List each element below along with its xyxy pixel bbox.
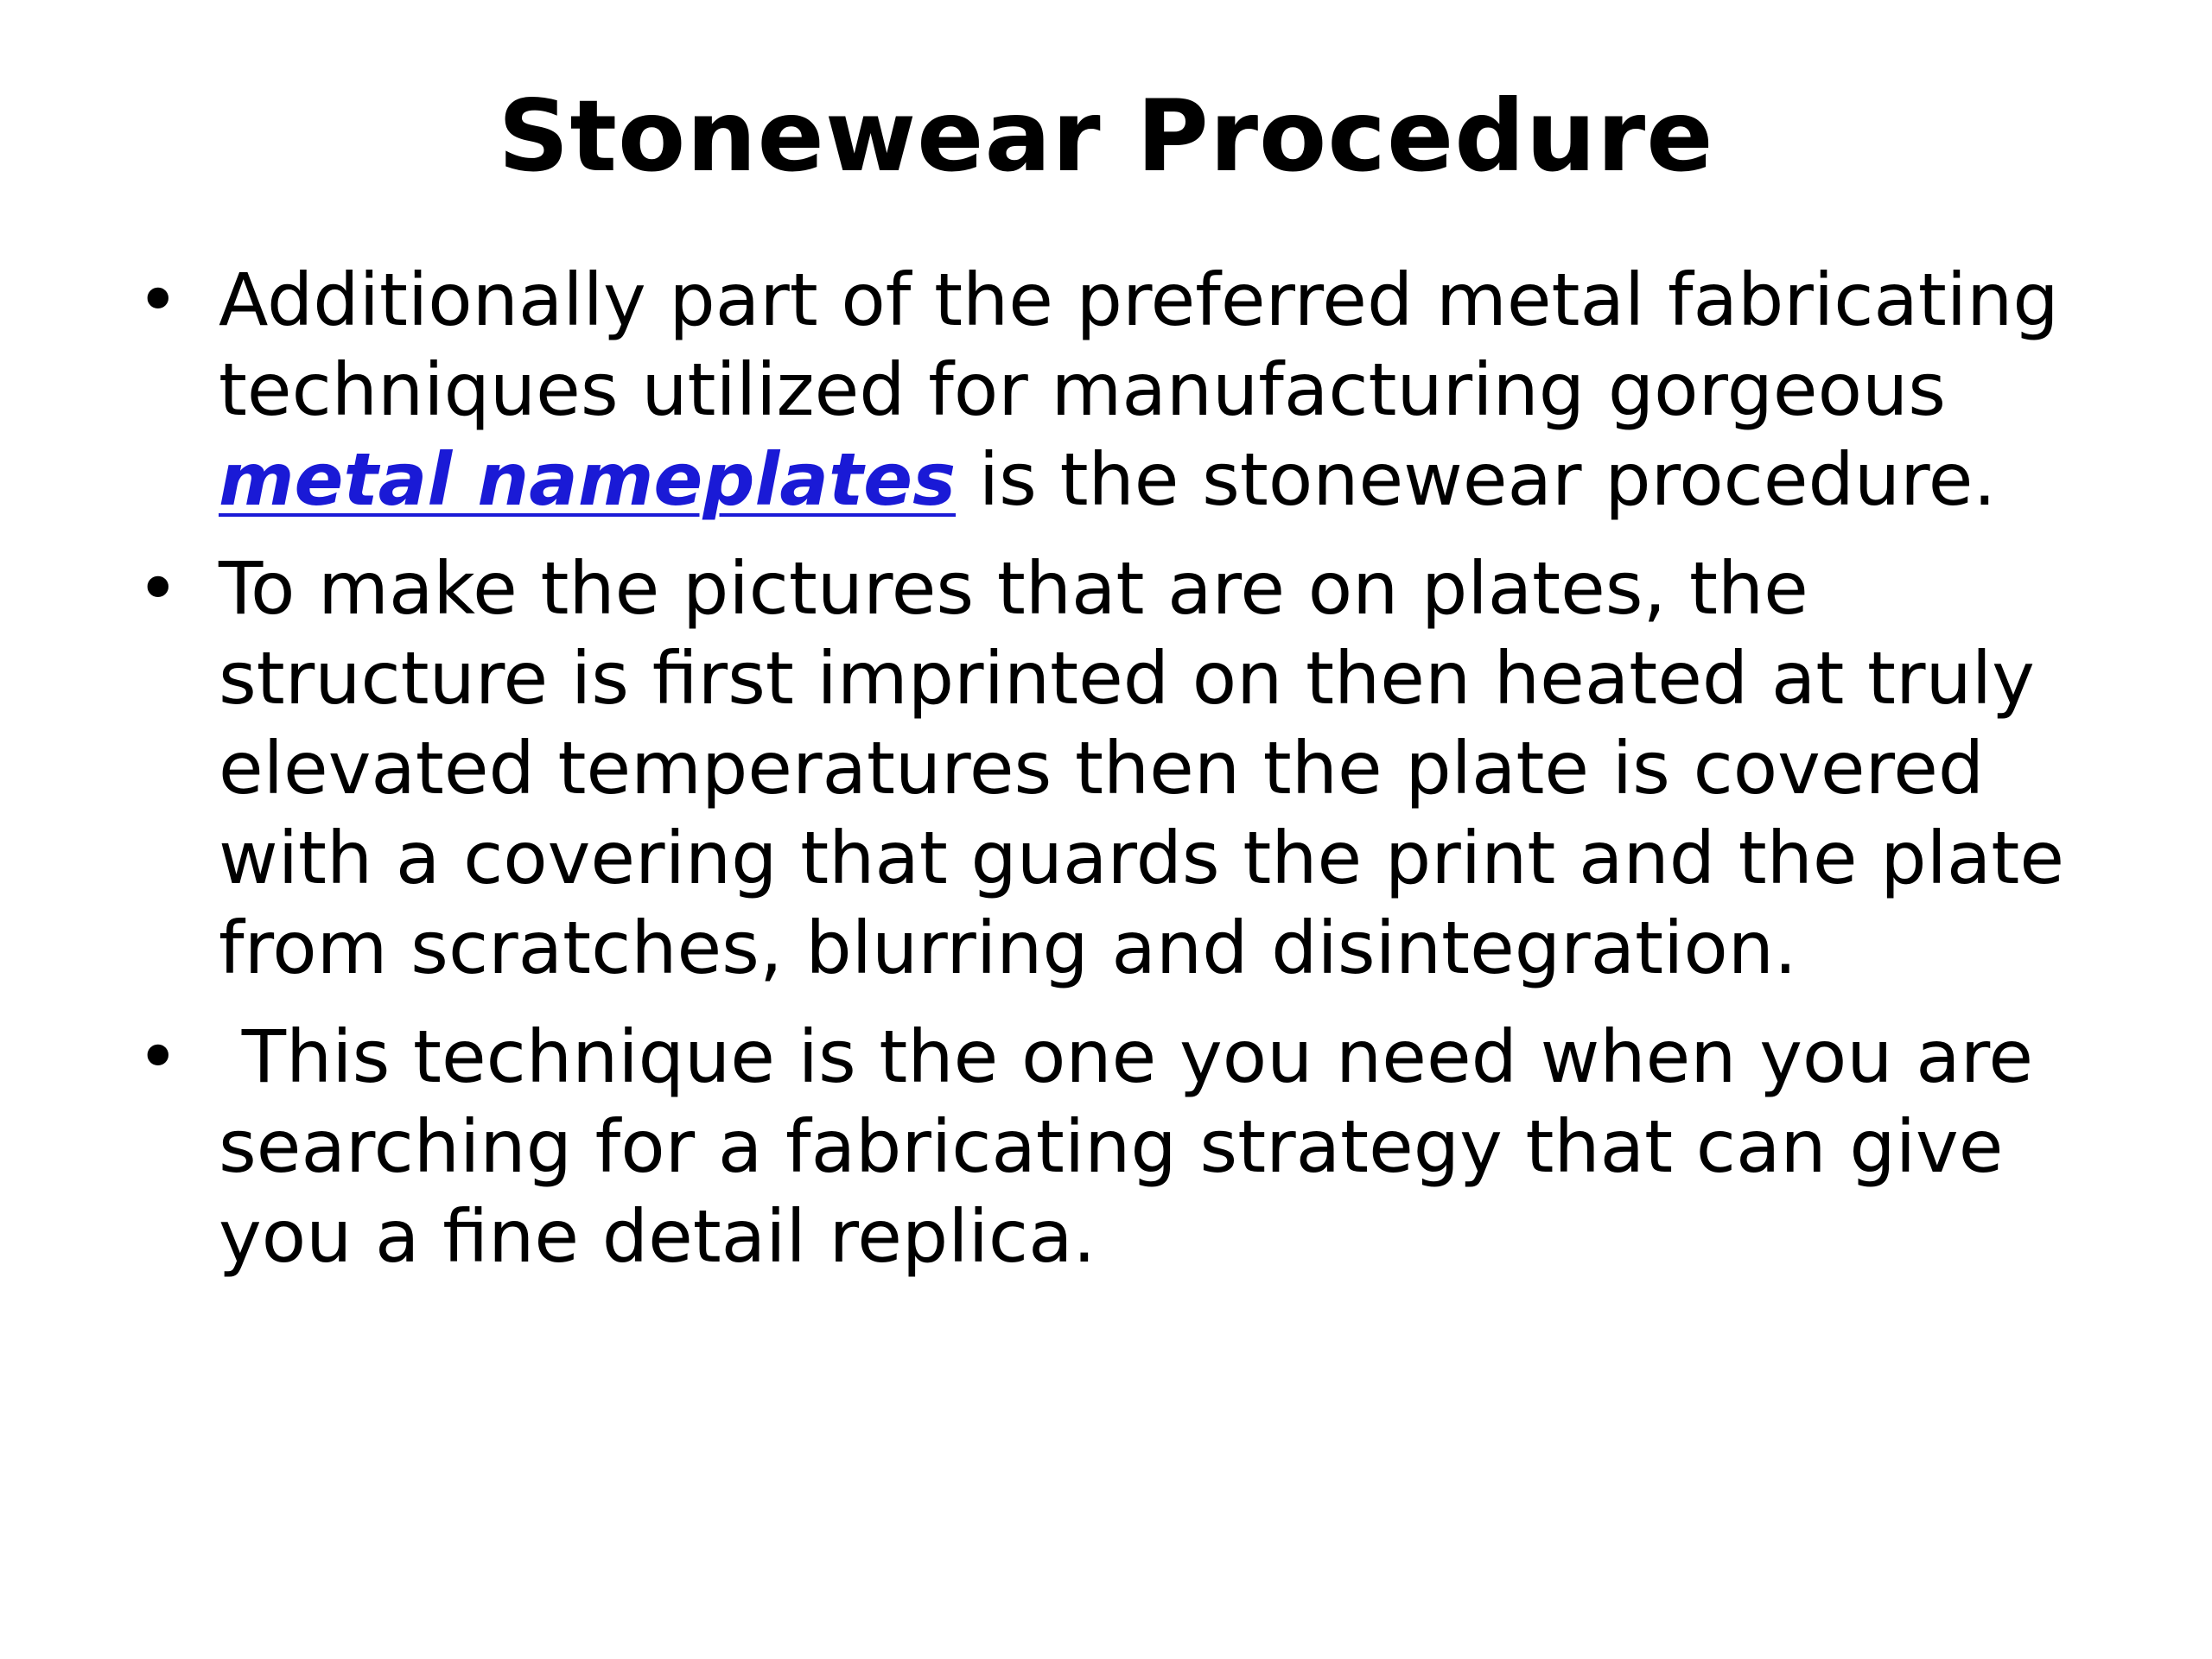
bullet-icon: • bbox=[137, 257, 180, 342]
bullet-text-after-link: is the stonewear procedure. bbox=[956, 437, 1997, 522]
metal-nameplates-link[interactable]: metal nameplates bbox=[219, 437, 957, 522]
bullet-list bbox=[130, 255, 2117, 1300]
slide-title: Stonewear Procedure bbox=[498, 79, 1714, 194]
bullet-item-2 bbox=[130, 543, 2117, 993]
bullet-icon: • bbox=[137, 1014, 180, 1099]
bullet-text: This technique is the one you need when you are searching for a fabricating strategy that can give you a fine detail replica. bbox=[219, 1014, 2056, 1279]
bullet-item-1 bbox=[130, 255, 2117, 524]
bullet-text bbox=[219, 255, 2117, 524]
bullet-text: To make the pictures that are on plates, the structure is first imprinted on then heated at truly elevated temperatures then the plate is covered with a covering that guards the print and the plate from scratches, blurring and disintegration. bbox=[219, 546, 2065, 990]
bullet-text-before-link: Additionally part of the preferred metal fabricating techniques utilized for manufacturing gorgeous bbox=[219, 257, 2059, 432]
bullet-item-3 bbox=[130, 1012, 2117, 1281]
bullet-icon: • bbox=[137, 546, 180, 631]
